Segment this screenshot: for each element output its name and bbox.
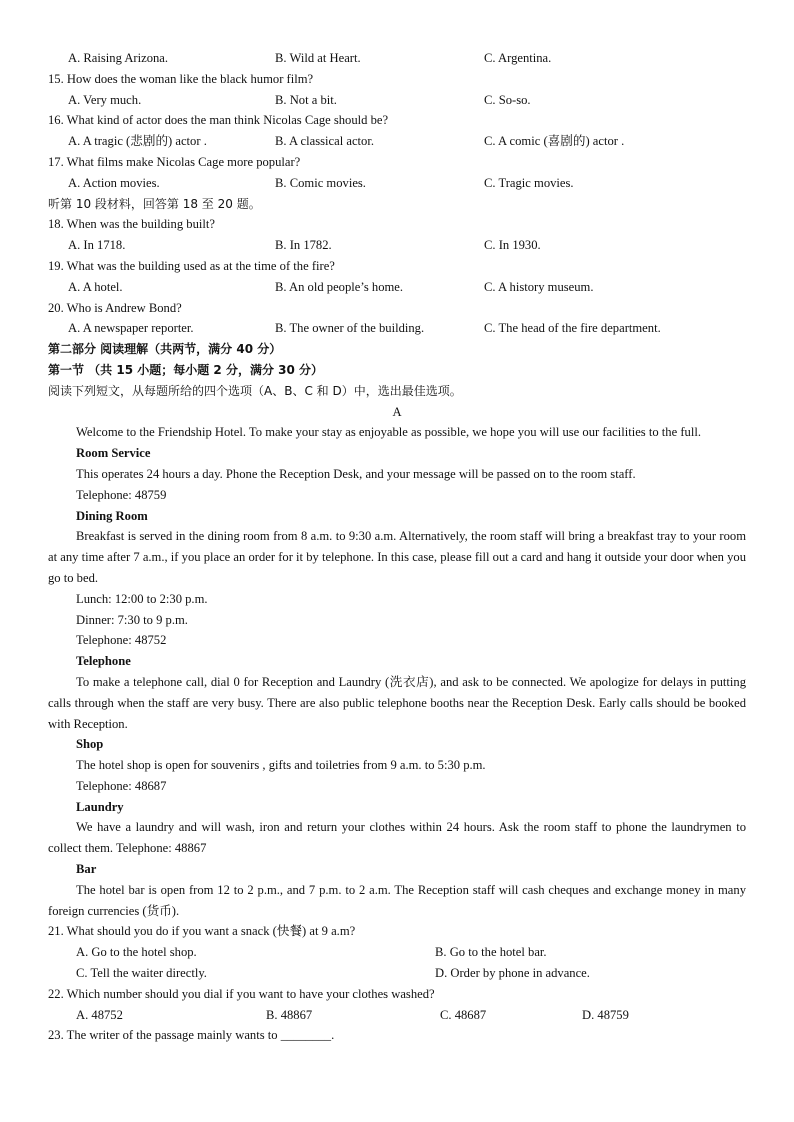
dining-tel: Telephone: 48752: [76, 633, 167, 648]
q15-options: [48, 90, 746, 111]
section1-title: 第一节 （共 15 小题；每小题 2 分，满分 30 分）: [48, 362, 323, 377]
q17-option-b: B. Comic movies.: [275, 175, 366, 190]
q22-option-d: D. 48759: [582, 1007, 629, 1022]
dining-heading: Dining Room: [76, 508, 148, 523]
q17-options: [48, 173, 746, 194]
laundry-heading: Laundry: [76, 799, 124, 814]
q21-option-a: A. Go to the hotel shop.: [76, 945, 197, 960]
room-service-text: This operates 24 hours a day. Phone the Reception Desk, and your message will be passed on to the room staff.: [76, 466, 636, 481]
dining-dinner: Dinner: 7:30 to 9 p.m.: [76, 612, 188, 627]
q20-option-a: A. A newspaper reporter.: [68, 321, 194, 336]
q14-option-b: B. Wild at Heart.: [275, 51, 361, 65]
shop-tel: Telephone: 48687: [76, 778, 167, 793]
q15-option-a: A. Very much.: [68, 92, 142, 107]
q20-option-b: B. The owner of the building.: [275, 321, 425, 336]
q22-question: 22. Which number should you dial if you want to have your clothes washed?: [48, 986, 435, 1001]
laundry-text: We have a laundry and will wash, iron and return your clothes within 24 hours. Ask the room staff to phone the laundrymen to collect them. Telephone: 48867: [48, 820, 746, 856]
q19-option-b: B. An old people’s home.: [275, 279, 404, 294]
q20-question: 20. Who is Andrew Bond?: [48, 300, 182, 315]
q19-options: [48, 277, 746, 298]
telephone-heading: Telephone: [76, 654, 131, 669]
q21-option-d: D. Order by phone in advance.: [435, 966, 590, 981]
q16-option-b: B. A classical actor.: [275, 134, 374, 149]
q21-options-row2: [48, 963, 746, 984]
shop-text: The hotel shop is open for souvenirs , gifts and toiletries from 9 a.m. to 5:30 p.m.: [76, 758, 486, 773]
q15-option-c: C. So-so.: [484, 92, 531, 107]
q18-options: [48, 235, 746, 256]
q17-option-a: A. Action movies.: [68, 175, 160, 190]
dining-lunch: Lunch: 12:00 to 2:30 p.m.: [76, 591, 208, 606]
q17-question: 17. What films make Nicolas Cage more popular?: [48, 154, 301, 169]
passage-label: A: [392, 404, 402, 419]
reading-instruction: 阅读下列短文，从每题所给的四个选项（A、B、C 和 D）中，选出最佳选项。: [48, 383, 462, 398]
q14-options: [48, 48, 746, 69]
q21-question: 21. What should you do if you want a snack (快餐) at 9 a.m?: [48, 924, 356, 939]
q15-option-b: B. Not a bit.: [275, 92, 337, 107]
room-service-tel: Telephone: 48759: [76, 487, 167, 502]
section10-instruction: 听第 10 段材料，回答第 18 至 20 题。: [48, 196, 261, 211]
telephone-text: To make a telephone call, dial 0 for Reception and Laundry (洗衣店), and ask to be connected. We apologize for delays in putting calls through when the staff are very busy. There are also public telephone booths near the Reception Desk. Early calls should be booked with Reception.: [48, 674, 746, 731]
q18-option-c: C. In 1930.: [484, 238, 541, 253]
q16-option-c: C. A comic (喜剧的) actor .: [484, 134, 625, 149]
dining-text: Breakfast is served in the dining room from 8 a.m. to 9:30 a.m. Alternatively, the room staff will bring a breakfast tray to your room at any time after 7 a.m., if you place an order for it by telephone. In this case, please fill out a card and hang it outside your door when you go to bed.: [48, 529, 746, 585]
q16-options: [48, 131, 746, 152]
q21-option-b: B. Go to the hotel bar.: [435, 945, 547, 960]
q19-option-a: A. A hotel.: [68, 279, 123, 294]
q16-option-a: A. A tragic (悲剧的) actor .: [68, 134, 207, 149]
q21-options-row1: [48, 942, 746, 963]
q21-option-c: C. Tell the waiter directly.: [76, 966, 207, 981]
q14-option-c: C. Argentina.: [484, 51, 552, 65]
q22-option-a: A. 48752: [76, 1007, 123, 1022]
exam-page: [48, 48, 746, 1046]
q17-option-c: C. Tragic movies.: [484, 175, 574, 190]
room-service-heading: Room Service: [76, 446, 151, 461]
q20-options: [48, 318, 746, 339]
part2-title: 第二部分 阅读理解（共两节，满分 40 分）: [48, 342, 282, 357]
q14-option-a: A. Raising Arizona.: [68, 51, 169, 65]
q18-option-a: A. In 1718.: [68, 238, 126, 253]
q20-option-c: C. The head of the fire department.: [484, 321, 661, 336]
q19-option-c: C. A history museum.: [484, 279, 594, 294]
q15-question: 15. How does the woman like the black humor film?: [48, 71, 314, 86]
q18-question: 18. When was the building built?: [48, 217, 215, 232]
shop-heading: Shop: [76, 737, 104, 752]
q22-option-c: C. 48687: [440, 1007, 487, 1022]
bar-heading: Bar: [76, 862, 97, 877]
q23-question: 23. The writer of the passage mainly wants to ________.: [48, 1028, 335, 1043]
q19-question: 19. What was the building used as at the time of the fire?: [48, 258, 335, 273]
q18-option-b: B. In 1782.: [275, 238, 332, 253]
q22-option-b: B. 48867: [266, 1007, 313, 1022]
passage-intro: Welcome to the Friendship Hotel. To make your stay as enjoyable as possible, we hope you will use our facilities to the full.: [76, 425, 701, 440]
q16-question: 16. What kind of actor does the man think Nicolas Cage should be?: [48, 113, 389, 128]
q22-options: [48, 1005, 746, 1026]
bar-text: The hotel bar is open from 12 to 2 p.m., and 7 p.m. to 2 a.m. The Reception staff will cash cheques and exchange money in many foreign currencies (货币).: [48, 882, 746, 918]
